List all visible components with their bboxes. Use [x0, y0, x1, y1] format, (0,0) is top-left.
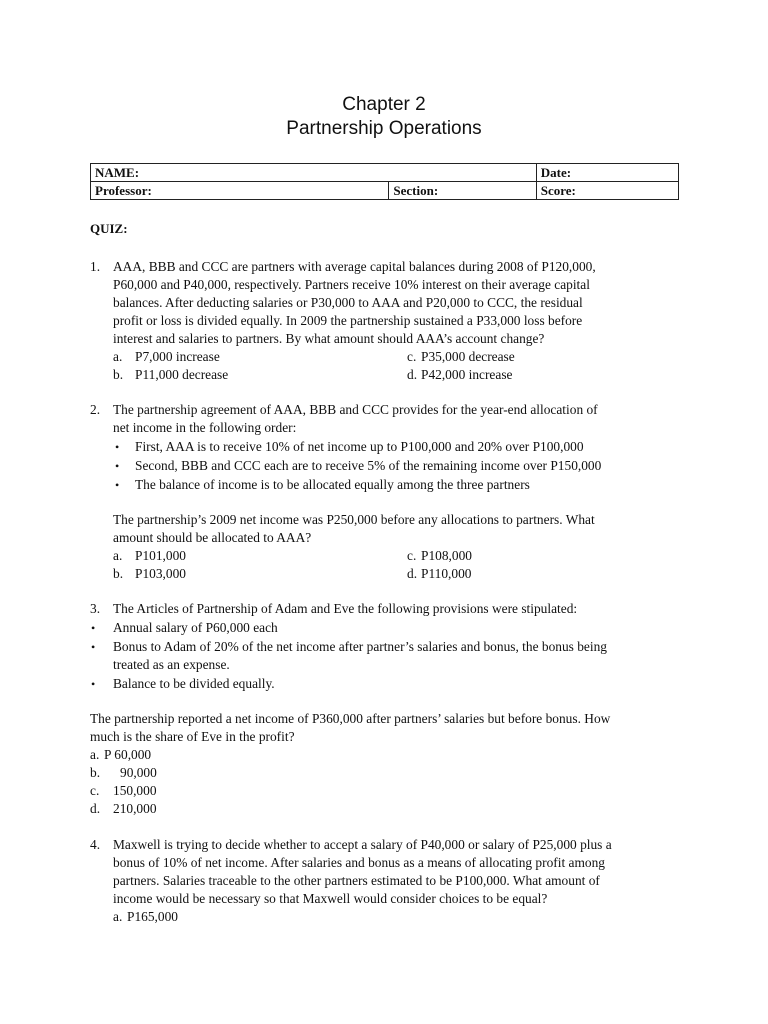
q4-line: bonus of 10% of net income. After salaries and bonus as a means of allocating profit among — [113, 855, 605, 870]
q2-line: net income in the following order: — [113, 420, 297, 435]
q3-question-line: The partnership reported a net income of P360,000 after partners’ salaries but before bonus. How — [90, 711, 611, 726]
q4-choice-a: P165,000 — [127, 909, 178, 924]
q2-line: The partnership agreement of AAA, BBB and CCC provides for the year-end allocation of — [113, 402, 598, 417]
q1-line: interest and salaries to partners. By what amount should AAA’s account change? — [113, 331, 545, 346]
bullet-marker: • — [91, 621, 96, 635]
q2-number: 2. — [90, 402, 101, 417]
quiz-label: QUIZ: — [90, 221, 128, 236]
q2-choice-b: P103,000 — [135, 566, 186, 581]
q2-choice-c: P108,000 — [421, 548, 472, 563]
bullet-marker: • — [91, 640, 96, 654]
date-cell: Date: — [536, 164, 678, 182]
q1-choice-c: P35,000 decrease — [421, 349, 515, 364]
q2-bullet: First, AAA is to receive 10% of net income up to P100,000 and 20% over P100,000 — [135, 439, 584, 454]
q3-choice-a: P 60,000 — [104, 747, 152, 762]
q2-choice-d-letter: d. — [407, 566, 418, 581]
q1-number: 1. — [90, 259, 101, 274]
name-cell: NAME: — [91, 164, 537, 182]
q3-choice-c: 150,000 — [113, 783, 157, 798]
q3-choice-d-letter: d. — [90, 801, 101, 816]
q3-choice-b: 90,000 — [120, 765, 157, 780]
section-cell: Section: — [389, 182, 536, 200]
q1-line: balances. After deducting salaries or P30,000 to AAA and P20,000 to CCC, the residual — [113, 295, 583, 310]
bullet-marker: • — [91, 677, 96, 691]
q1-choice-b-letter: b. — [113, 367, 124, 382]
q1-line: P60,000 and P40,000, respectively. Partners receive 10% interest on their average capital — [113, 277, 590, 292]
q2-question-line: amount should be allocated to AAA? — [113, 530, 312, 545]
q4-line: Maxwell is trying to decide whether to accept a salary of P40,000 or salary of P25,000 plus a — [113, 837, 612, 852]
q3-question-line: much is the share of Eve in the profit? — [90, 729, 295, 744]
q3-bullet-continuation: treated as an expense. — [113, 657, 230, 672]
bullet-marker: • — [115, 440, 120, 454]
score-cell: Score: — [536, 182, 678, 200]
q3-choice-a-letter: a. — [90, 747, 100, 762]
q2-choice-c-letter: c. — [407, 548, 417, 563]
chapter-subtitle: Partnership Operations — [286, 118, 482, 139]
q4-choice-a-letter: a. — [113, 909, 123, 924]
q2-bullet: Second, BBB and CCC each are to receive 5% of the remaining income over P150,000 — [135, 458, 602, 473]
q1-choice-d: P42,000 increase — [421, 367, 513, 382]
q2-choice-a: P101,000 — [135, 548, 186, 563]
student-info-table — [90, 163, 679, 200]
q2-choice-d: P110,000 — [421, 566, 472, 581]
professor-cell: Professor: — [91, 182, 389, 200]
q3-bullet: Bonus to Adam of 20% of the net income after partner’s salaries and bonus, the bonus being — [113, 639, 607, 654]
bullet-marker: • — [115, 459, 120, 473]
q1-choice-a: P7,000 increase — [135, 349, 220, 364]
q3-choice-c-letter: c. — [90, 783, 100, 798]
q2-bullet: The balance of income is to be allocated equally among the three partners — [135, 477, 530, 492]
q1-choice-d-letter: d. — [407, 367, 418, 382]
q3-choice-b-letter: b. — [90, 765, 101, 780]
q1-choice-b: P11,000 decrease — [135, 367, 229, 382]
q1-choice-c-letter: c. — [407, 349, 417, 364]
chapter-title: Chapter 2 — [342, 94, 426, 115]
q1-choice-a-letter: a. — [113, 349, 123, 364]
bullet-marker: • — [115, 478, 120, 492]
q3-number: 3. — [90, 601, 101, 616]
q2-choice-b-letter: b. — [113, 566, 124, 581]
q3-intro: The Articles of Partnership of Adam and Eve the following provisions were stipulated: — [113, 601, 578, 616]
q3-choice-d: 210,000 — [113, 801, 157, 816]
q4-number: 4. — [90, 837, 101, 852]
q1-line: AAA, BBB and CCC are partners with average capital balances during 2008 of P120,000, — [113, 259, 596, 274]
q3-bullet: Balance to be divided equally. — [113, 676, 275, 691]
q1-line: profit or loss is divided equally. In 2009 the partnership sustained a P33,000 loss before — [113, 313, 583, 328]
q4-line: partners. Salaries traceable to the other partners estimated to be P100,000. What amount of — [113, 873, 600, 888]
q2-question-line: The partnership’s 2009 net income was P250,000 before any allocations to partners. What — [113, 512, 595, 527]
q3-bullet: Annual salary of P60,000 each — [113, 620, 278, 635]
q2-choice-a-letter: a. — [113, 548, 123, 563]
q4-line: income would be necessary so that Maxwell would consider choices to be equal? — [113, 891, 548, 906]
